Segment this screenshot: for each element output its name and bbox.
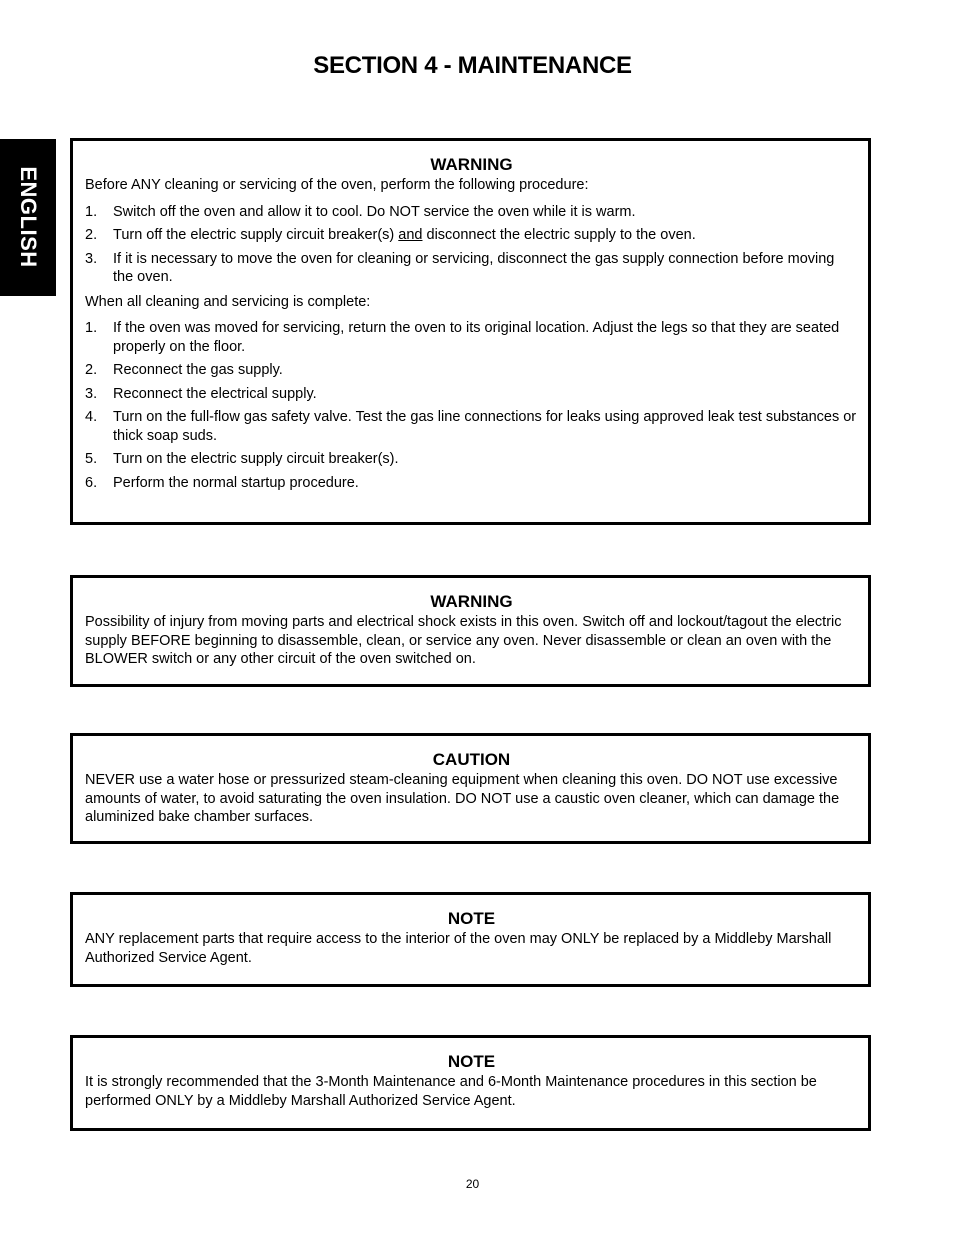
completion-intro: When all cleaning and servicing is complete: [85, 293, 371, 310]
warning-text: Possibility of injury from moving parts and electrical shock exists in this oven. Switch off and lockout/tagout the electric supply BEFORE beginning to disassemble, clean, or service any oven. Never disassemble or clean an oven with the BLOWER switch or any other circuit of the oven switched on. [85, 614, 842, 667]
restart-steps-list [85, 319, 858, 492]
warning-intro: Before ANY cleaning or servicing of the oven, perform the following procedure: [85, 177, 589, 193]
list-item: 3. If it is necessary to move the oven for cleaning or servicing, disconnect the gas supply connection before moving the oven. [85, 250, 835, 285]
page-number: 20 [465, 1177, 480, 1191]
list-item: 1. Switch off the oven and allow it to cool. Do NOT service the oven while it is warm. [85, 203, 636, 220]
note-box-parts [70, 892, 871, 987]
list-item: 1. If the oven was moved for servicing, return the oven to its original location. Adjust the legs so that they are seated properly on the floor. [85, 320, 840, 355]
warning-heading: WARNING [430, 592, 513, 611]
warning-heading: WARNING [430, 155, 513, 174]
underlined-emphasis: and [398, 227, 423, 243]
caution-box [70, 733, 871, 844]
language-tab [0, 139, 56, 296]
note-heading: NOTE [447, 1052, 496, 1071]
shutdown-steps-list [85, 203, 858, 287]
note-text: It is strongly recommended that the 3-Month Maintenance and 6-Month Maintenance procedures in this section be performed ONLY by a Middleby Marshall Authorized Service Agent. [85, 1074, 817, 1109]
caution-heading: CAUTION [432, 750, 511, 769]
warning-box-shock [70, 575, 871, 687]
language-tab-label: ENGLISH [16, 166, 41, 268]
list-item: 3. Reconnect the electrical supply. [85, 385, 317, 402]
note-text: ANY replacement parts that require access to the interior of the oven may ONLY be replaced by a Middleby Marshall Authorized Service Agent. [85, 931, 832, 966]
list-item: 6. Perform the normal startup procedure. [85, 474, 359, 491]
list-item: 5. Turn on the electric supply circuit breaker(s). [85, 451, 399, 467]
caution-text: NEVER use a water hose or pressurized steam-cleaning equipment when cleaning this oven. DO NOT use excessive amounts of water, to avoid saturating the oven insulation. DO NOT use a caustic oven cleaner, which can damage the aluminized bake chamber surfaces. [85, 772, 840, 825]
list-item: 4. Turn on the full-flow gas safety valve. Test the gas line connections for leaks using approved leak test substances or thick soap suds. [85, 409, 857, 444]
note-box-maintenance [70, 1035, 871, 1131]
list-item: 2. Turn off the electric supply circuit breaker(s) and disconnect the electric supply to the oven. [85, 227, 696, 243]
list-item: 2. Reconnect the gas supply. [85, 362, 283, 378]
warning-box-procedure [70, 138, 871, 525]
note-heading: NOTE [447, 909, 496, 928]
page-title: SECTION 4 - MAINTENANCE [313, 52, 632, 79]
